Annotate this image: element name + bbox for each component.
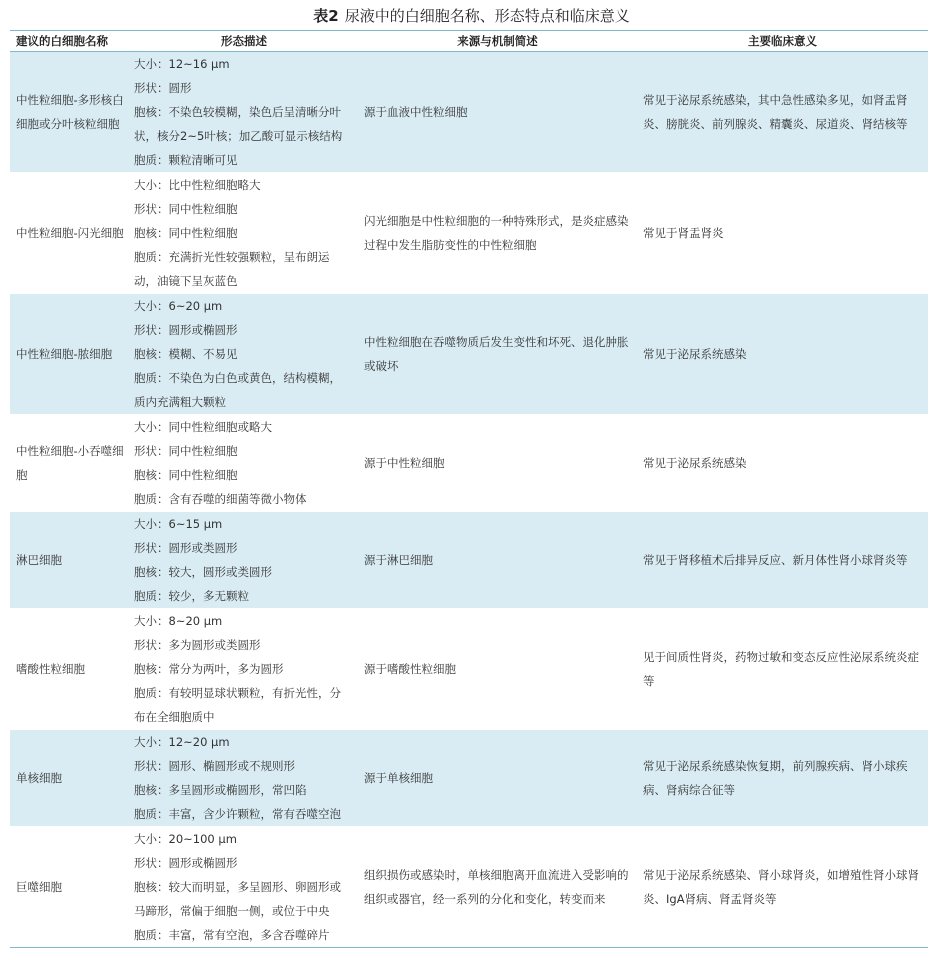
table-row bbox=[10, 609, 928, 730]
table-row bbox=[10, 294, 928, 415]
morphology-line: 胞质：不染色为白色或黄色，结构模糊，质内充满粗大颗粒 bbox=[134, 371, 341, 409]
cell-clinical bbox=[637, 512, 928, 609]
table-row bbox=[10, 415, 928, 512]
cell-clinical bbox=[637, 609, 928, 730]
morphology-line: 胞核：常分为两叶，多为圆形 bbox=[134, 662, 284, 676]
cell-clinical-text: 常见于泌尿系统感染恢复期，前列腺疾病、肾小球疾病、肾病综合征等 bbox=[643, 759, 908, 797]
cell-source bbox=[358, 730, 637, 827]
cell-clinical-text: 见于间质性肾炎，药物过敏和变态反应性泌尿系统炎症等 bbox=[643, 650, 919, 688]
cell-clinical bbox=[637, 730, 928, 827]
table-row bbox=[10, 512, 928, 609]
cell-morphology bbox=[130, 609, 358, 730]
cell-source bbox=[358, 512, 637, 609]
table-number: 表2 bbox=[313, 6, 339, 25]
morphology-line: 胞核：较大，圆形或类圆形 bbox=[134, 565, 272, 579]
cell-source-text: 中性粒细胞在吞噬物质后发生变性和坏死、退化肿胀或破坏 bbox=[364, 335, 629, 373]
morphology-line: 大小：6~15 μm bbox=[134, 517, 223, 531]
cell-source-text: 源于淋巴细胞 bbox=[364, 553, 433, 567]
cell-morphology bbox=[130, 173, 358, 294]
cell-name bbox=[10, 512, 130, 609]
morphology-line: 形状：同中性粒细胞 bbox=[134, 444, 238, 458]
leukocyte-table bbox=[10, 30, 928, 948]
morphology-line: 大小：12~20 μm bbox=[134, 735, 230, 749]
cell-name bbox=[10, 294, 130, 415]
header-clinical: 主要临床意义 bbox=[637, 31, 928, 52]
cell-clinical-text: 常见于泌尿系统感染、肾小球肾炎，如增殖性肾小球肾炎、IgA肾病、肾盂肾炎等 bbox=[643, 868, 919, 906]
header-source: 来源与机制简述 bbox=[358, 31, 637, 52]
morphology-line: 胞核：不染色较模糊，染色后呈清晰分叶状，核分2~5叶核；加乙酸可显示核结构 bbox=[134, 105, 343, 143]
cell-source-text: 闪光细胞是中性粒细胞的一种特殊形式，是炎症感染过程中发生脂肪变性的中性粒细胞 bbox=[364, 214, 629, 252]
morphology-line: 大小：比中性粒细胞略大 bbox=[134, 178, 261, 192]
cell-name bbox=[10, 52, 130, 173]
cell-source-text: 组织损伤或感染时，单核细胞离开血流进入受影响的组织或器官，经一系列的分化和变化，转变而来 bbox=[364, 868, 629, 906]
cell-clinical bbox=[637, 415, 928, 512]
cell-name bbox=[10, 730, 130, 827]
cell-source-text: 源于单核细胞 bbox=[364, 771, 433, 785]
cell-name-text: 中性粒细胞-脓细胞 bbox=[16, 347, 113, 361]
cell-morphology bbox=[130, 730, 358, 827]
morphology-line: 胞质：丰富，含少许颗粒，常有吞噬空泡 bbox=[134, 807, 341, 821]
cell-source-text: 源于中性粒细胞 bbox=[364, 456, 445, 470]
cell-morphology bbox=[130, 827, 358, 948]
table-row bbox=[10, 730, 928, 827]
cell-name-text: 中性粒细胞-小吞噬细胞 bbox=[16, 444, 124, 482]
cell-name-text: 中性粒细胞-闪光细胞 bbox=[16, 226, 124, 240]
morphology-line: 胞质：丰富，常有空泡，多含吞噬碎片 bbox=[134, 928, 330, 942]
cell-name bbox=[10, 415, 130, 512]
morphology-line: 胞核：同中性粒细胞 bbox=[134, 226, 238, 240]
cell-clinical-text: 常见于肾移植术后排异反应、新月体性肾小球肾炎等 bbox=[643, 553, 908, 567]
morphology-line: 形状：同中性粒细胞 bbox=[134, 202, 238, 216]
cell-name-text: 嗜酸性粒细胞 bbox=[16, 662, 85, 676]
cell-clinical bbox=[637, 827, 928, 948]
cell-morphology bbox=[130, 415, 358, 512]
morphology-line: 胞质：含有吞噬的细菌等微小物体 bbox=[134, 492, 307, 506]
table-header-row bbox=[10, 31, 928, 52]
table-row bbox=[10, 827, 928, 948]
cell-name-text: 单核细胞 bbox=[16, 771, 62, 785]
morphology-line: 胞质：颗粒清晰可见 bbox=[134, 153, 238, 167]
cell-source bbox=[358, 52, 637, 173]
cell-source bbox=[358, 609, 637, 730]
morphology-line: 胞质：充满折光性较强颗粒，呈布朗运动，油镜下呈灰蓝色 bbox=[134, 250, 330, 288]
cell-name-text: 淋巴细胞 bbox=[16, 553, 62, 567]
cell-morphology bbox=[130, 294, 358, 415]
morphology-line: 胞核：同中性粒细胞 bbox=[134, 468, 238, 482]
morphology-line: 形状：圆形或椭圆形 bbox=[134, 856, 238, 870]
morphology-line: 大小：12~16 μm bbox=[134, 57, 230, 71]
morphology-line: 形状：多为圆形或类圆形 bbox=[134, 638, 261, 652]
morphology-line: 胞核：较大而明显，多呈圆形、卵圆形或马蹄形，常偏于细胞一侧，或位于中央 bbox=[134, 880, 341, 918]
cell-source bbox=[358, 173, 637, 294]
cell-name bbox=[10, 609, 130, 730]
cell-source bbox=[358, 827, 637, 948]
cell-clinical-text: 常见于泌尿系统感染 bbox=[643, 347, 747, 361]
morphology-line: 形状：圆形 bbox=[134, 81, 192, 95]
table-title: 尿液中的白细胞名称、形态特点和临床意义 bbox=[344, 6, 630, 25]
cell-name-text: 巨噬细胞 bbox=[16, 880, 62, 894]
cell-clinical-text: 常见于泌尿系统感染，其中急性感染多见，如肾盂肾炎、膀胱炎、前列腺炎、精囊炎、尿道炎、肾结核等 bbox=[643, 93, 908, 131]
table-row bbox=[10, 52, 928, 173]
cell-morphology bbox=[130, 512, 358, 609]
header-name: 建议的白细胞名称 bbox=[10, 31, 130, 52]
morphology-line: 大小：20~100 μm bbox=[134, 832, 237, 846]
cell-morphology bbox=[130, 52, 358, 173]
morphology-line: 胞质：较少，多无颗粒 bbox=[134, 589, 249, 603]
morphology-line: 胞质：有较明显球状颗粒，有折光性，分布在全细胞质中 bbox=[134, 686, 341, 724]
cell-name-text: 中性粒细胞-多形核白细胞或分叶核粒细胞 bbox=[16, 93, 124, 131]
cell-source bbox=[358, 415, 637, 512]
morphology-line: 胞核：模糊、不易见 bbox=[134, 347, 238, 361]
table-row bbox=[10, 173, 928, 294]
cell-clinical-text: 常见于泌尿系统感染 bbox=[643, 456, 747, 470]
cell-clinical bbox=[637, 173, 928, 294]
morphology-line: 形状：圆形或椭圆形 bbox=[134, 323, 238, 337]
cell-source bbox=[358, 294, 637, 415]
morphology-line: 形状：圆形或类圆形 bbox=[134, 541, 238, 555]
morphology-line: 大小：8~20 μm bbox=[134, 614, 223, 628]
cell-name bbox=[10, 173, 130, 294]
morphology-line: 大小：6~20 μm bbox=[134, 299, 223, 313]
cell-clinical bbox=[637, 52, 928, 173]
cell-source-text: 源于嗜酸性粒细胞 bbox=[364, 662, 456, 676]
morphology-line: 胞核：多呈圆形或椭圆形，常凹陷 bbox=[134, 783, 307, 797]
cell-source-text: 源于血液中性粒细胞 bbox=[364, 105, 468, 119]
morphology-line: 大小：同中性粒细胞或略大 bbox=[134, 420, 272, 434]
cell-clinical-text: 常见于肾盂肾炎 bbox=[643, 226, 724, 240]
cell-name bbox=[10, 827, 130, 948]
table-caption bbox=[0, 0, 943, 30]
header-morphology: 形态描述 bbox=[130, 31, 358, 52]
morphology-line: 形状：圆形、椭圆形或不规则形 bbox=[134, 759, 295, 773]
cell-clinical bbox=[637, 294, 928, 415]
